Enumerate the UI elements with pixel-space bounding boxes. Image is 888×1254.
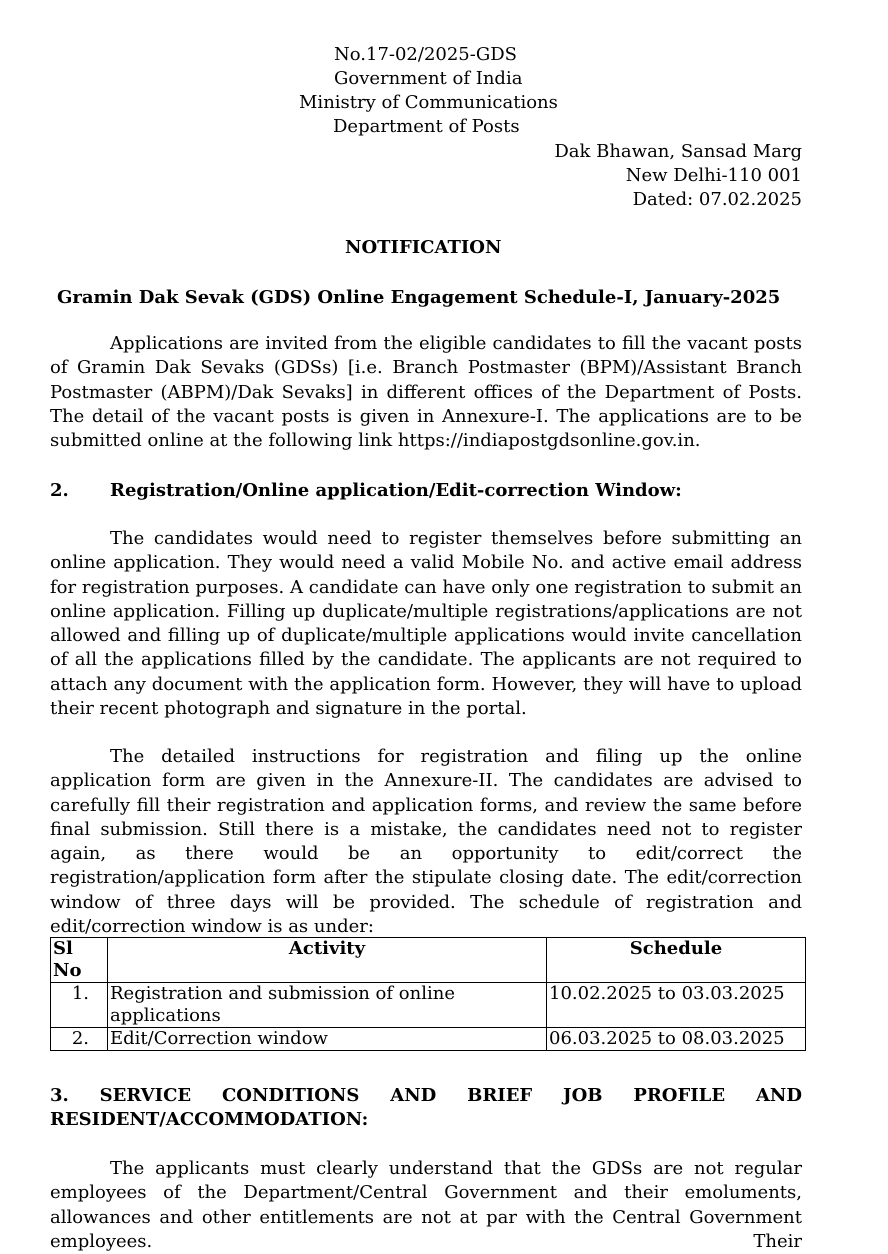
section-3-number: 3. [50,1085,69,1106]
row-2-schedule: 06.03.2025 to 08.03.2025 [547,1028,806,1051]
table-header-row [51,938,806,983]
table-row [51,1028,806,1051]
heading-word: SERVICE [99,1085,192,1106]
heading-word: AND [755,1085,802,1106]
notification-subject: Gramin Dak Sevak (GDS) Online Engagement Schedule-I, January-2025 [57,287,781,308]
schedule-table [50,937,806,1051]
address-line-1: Dak Bhawan, Sansad Marg [554,141,802,162]
section-3-heading-line-2: RESIDENT/ACCOMMODATION: [50,1109,369,1131]
heading-word: JOB [563,1085,603,1106]
heading-word: CONDITIONS [221,1085,360,1106]
heading-word: PROFILE [633,1085,726,1106]
row-2-slno: 2. [51,1028,108,1051]
col-header-activity: Activity [108,938,547,983]
section-2-heading [50,479,682,503]
table-row [51,983,806,1028]
address-line-2: New Delhi-110 001 [625,165,802,186]
section-2-paragraph-1: The candidates would need to register themselves before submitting an online application. They would need a valid Mobile No. and active email address for registration purposes. A candidate can have only one registration to submit an online application. Filling up duplicate/multiple registrations/applications are not allowed and filling up of duplicate/multiple applications would invite cancellation of all the applications filled by the candidate. The applicants are not required to attach any document with the application form. However, they will have to upload their recent photograph and signature in the portal. [50,528,802,720]
section-2-paragraph-2: The detailed instructions for registration and filing up the online application form are given in the Annexure-II. The candidates are advised to carefully fill their registration and application forms, and review the same before final submission. Still there is a mistake, the candidates need not to register again, as there would be an opportunity to edit/correct the registration/application form after the stipulate closing date. The edit/correction window of three days will be provided. The schedule of registration and edit/correction window is as under: [50,746,802,938]
government-name: Government of India [334,68,523,89]
ministry-name: Ministry of Communications [299,92,558,113]
section-2-title: Registration/Online application/Edit-correction Window: [110,480,682,501]
section-3-heading-line-1 [50,1084,802,1108]
heading-word: BRIEF [467,1085,533,1106]
col-header-slno: Sl No [51,938,108,983]
section-3-paragraph-1: The applicants must clearly understand that the GDSs are not regular employees of the Department/Central Government and their emoluments, allowances and other entitlements are not at par with the Central Government employees. Their [50,1158,802,1252]
section-3-heading [50,1084,802,1133]
col-header-schedule: Schedule [547,938,806,983]
intro-paragraph: Applications are invited from the eligible candidates to fill the vacant posts of Gramin Dak Sevaks (GDSs) [i.e. Branch Postmaster (BPM)/Assistant Branch Postmaster (ABPM)/Dak Sevaks] in different offices of the Department of Posts. The detail of the vacant posts is given in Annexure-I. The applications are to be submitted online at the following link https://indiapostgdsonline.gov.in. [50,333,802,452]
section-2-number: 2. [50,480,69,501]
row-2-activity: Edit/Correction window [108,1028,547,1051]
department-name: Department of Posts [333,116,520,137]
row-1-activity: Registration and submission of online applications [108,983,547,1028]
reference-number: No.17-02/2025-GDS [334,44,517,65]
notification-title: NOTIFICATION [345,237,502,258]
date-line: Dated: 07.02.2025 [632,189,802,210]
row-1-schedule: 10.02.2025 to 03.03.2025 [547,983,806,1028]
row-1-slno: 1. [51,983,108,1028]
heading-word: AND [390,1085,437,1106]
